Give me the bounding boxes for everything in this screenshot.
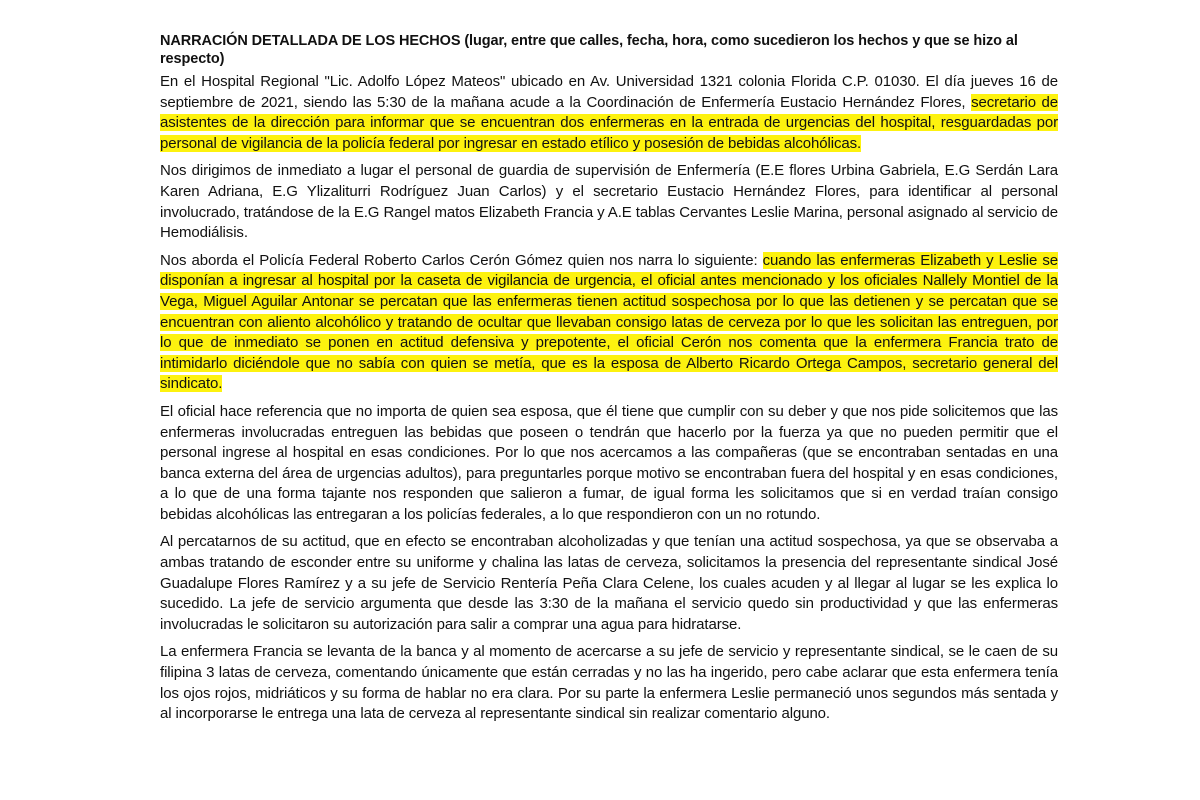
paragraph-2 bbox=[160, 161, 1058, 243]
paragraph-3-text: Nos aborda el Policía Federal Roberto Carlos Cerón Gómez quien nos narra lo siguiente: bbox=[160, 251, 763, 269]
paragraph-3 bbox=[160, 251, 1058, 395]
paragraph-6 bbox=[160, 642, 1058, 724]
paragraph-6-text: La enfermera Francia se levanta de la banca y al momento de acercarse a su jefe de servicio y representante sindical, se le caen de su filipina 3 latas de cerveza, comentando únicamente que están cerradas y no las ha ingerido, pero cabe aclarar que esta enfermera tenía los ojos rojos, midriáticos y su forma de hablar no era clara. Por su parte la enfermera Leslie permaneció unos segundos más sentada y al incorporarse le entrega una lata de cerveza al representante sindical sin realizar comentario alguno. bbox=[160, 643, 1058, 723]
paragraph-1-highlight: secretario de asistentes de la dirección para informar que se encuentran dos enfermeras en la entrada de urgencias del hospital, resguardadas por personal de vigilancia de la policía federal por ingresar en estado etílico y posesión de bebidas alcohólicas. bbox=[160, 93, 1058, 152]
document-page bbox=[160, 32, 1058, 732]
paragraph-5-text: Al percatarnos de su actitud, que en efecto se encontraban alcoholizadas y que tenían una actitud sospechosa, ya que se observaba a ambas tratando de esconder entre su uniforme y chalina las latas de cerveza, solicitamos la presencia del representante sindical José Guadalupe Flores Ramírez y a su jefe de Servicio Rentería Peña Clara Celene, los cuales acuden y al llegar al lugar se les explica lo sucedido. La jefe de servicio argumenta que desde las 3:30 de la mañana el servicio quedo sin productividad y que las enfermeras involucradas le solicitaron su autorización para salir a comprar una agua para hidratarse. bbox=[160, 533, 1058, 633]
section-heading: NARRACIÓN DETALLADA DE LOS HECHOS (lugar, entre que calles, fecha, hora, como sucedieron los hechos y que se hizo al respecto) bbox=[160, 33, 1018, 67]
paragraph-1-text: En el Hospital Regional "Lic. Adolfo López Mateos" ubicado en Av. Universidad 1321 colonia Florida C.P. 01030. El día jueves 16 de septiembre de 2021, siendo las 5:30 de la mañana acude a la Coordinación de Enfermería Eustacio Hernández Flores, bbox=[160, 73, 1058, 111]
paragraph-4 bbox=[160, 402, 1058, 526]
paragraph-1 bbox=[160, 72, 1058, 154]
paragraph-2-text: Nos dirigimos de inmediato a lugar el personal de guardia de supervisión de Enfermería (E.E flores Urbina Gabriela, E.G Serdán Lara Karen Adriana, E.G Ylizaliturri Rodríguez Juan Carlos) y el secretario Eustacio Hernández Flores, para identificar al personal involucrado, tratándose de la E.G Rangel matos Elizabeth Francia y A.E tablas Cervantes Leslie Marina, personal asignado al servicio de Hemodiálisis. bbox=[160, 162, 1058, 242]
paragraph-5 bbox=[160, 532, 1058, 635]
paragraph-3-highlight: cuando las enfermeras Elizabeth y Leslie se disponían a ingresar al hospital por la caseta de vigilancia de urgencia, el oficial antes mencionado y los oficiales Nallely Montiel de la Vega, Miguel Aguilar Antonar se percatan que las enfermeras tienen actitud sospechosa por lo que las detienen y se percatan que se encuentran con aliento alcohólico y tratando de ocultar que llevaban consigo latas de cerveza por lo que les solicitan las entreguen, por lo que de inmediato se ponen en actitud defensiva y prepotente, el oficial Cerón nos comenta que la enfermera Francia trato de intimidarlo diciéndole que no sabía con quien se metía, que es la esposa de Alberto Ricardo Ortega Campos, secretario general del sindicato. bbox=[160, 251, 1058, 393]
paragraph-4-text: El oficial hace referencia que no importa de quien sea esposa, que él tiene que cumplir con su deber y que nos pide solicitemos que las enfermeras involucradas entreguen las bebidas que poseen o tendrán que hacerlo por la fuerza ya que no pueden permitir que el personal ingrese al hospital en esas condiciones. Por lo que nos acercamos a las compañeras (que se encontraban sentadas en una banca externa del área de urgencias adultos), para preguntarles porque motivo se encontraban fuera del hospital y en esas condiciones, a lo que de una forma tajante nos responden que salieron a fumar, de igual forma les solicitamos que si en verdad traían consigo bebidas alcohólicas las entregaran a los policías federales, a lo que respondieron con un no rotundo. bbox=[160, 402, 1058, 523]
